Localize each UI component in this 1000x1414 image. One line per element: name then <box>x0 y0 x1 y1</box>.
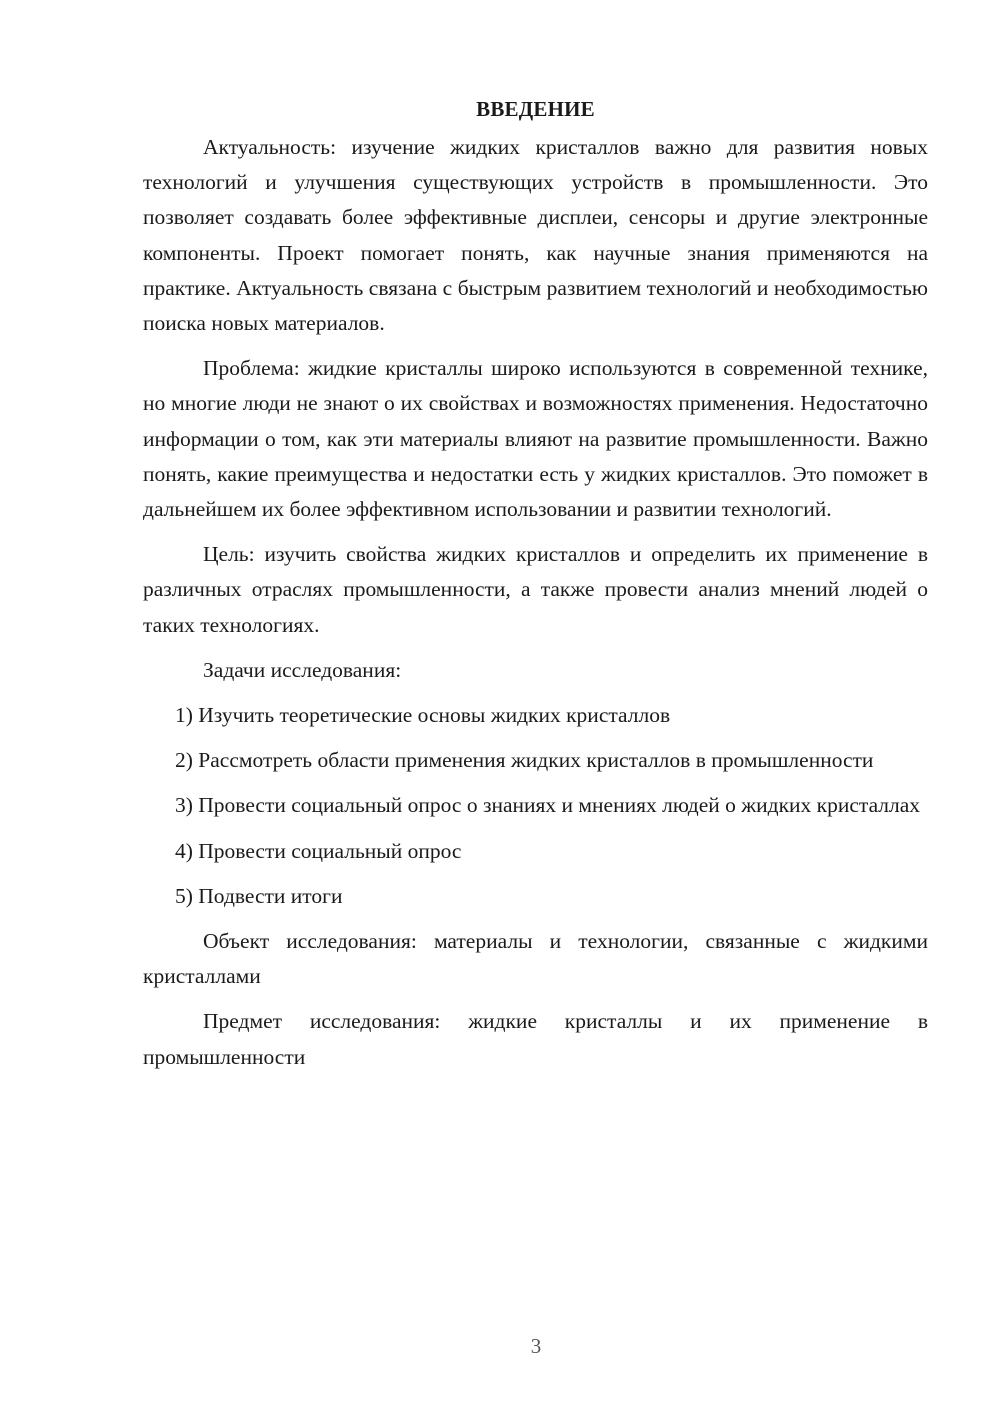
document-page <box>143 92 928 1075</box>
object-paragraph: Объект исследования: материалы и технологии, связанные с жидкими кристаллами <box>143 929 928 989</box>
task-item: 2) Рассмотреть области применения жидких кристаллов в промышленности <box>175 748 874 773</box>
tasks-heading: Задачи исследования: <box>203 657 402 682</box>
task-item: 4) Провести социальный опрос <box>175 838 462 863</box>
task-item: 1) Изучить теоретические основы жидких кристаллов <box>175 703 671 728</box>
page-title: ВВЕДЕНИЕ <box>476 97 595 121</box>
relevance-paragraph: Актуальность: изучение жидких кристаллов важно для развития новых технологий и улучшения существующих устройств в промышленности. Это позволяет создавать более эффективные дисплеи, сенсоры и другие электронные компоненты. Проект помогает понять, как научные знания применяются на практике. Актуальность связана с быстрым развитием технологий и необходимостью поиска новых материалов. <box>143 135 928 336</box>
subject-paragraph: Предмет исследования: жидкие кристаллы и их применение в промышленности <box>143 1009 928 1069</box>
goal-paragraph: Цель: изучить свойства жидких кристаллов и определить их применение в различных отраслях промышленности, а также провести анализ мнений людей о таких технологиях. <box>143 542 928 637</box>
task-item: 3) Провести социальный опрос о знаниях и мнениях людей о жидких кристаллах <box>175 793 921 818</box>
page-number: 3 <box>530 1334 542 1358</box>
problem-paragraph: Проблема: жидкие кристаллы широко используются в современной технике, но многие люди не знают о их свойствах и возможностях применения. Недостаточно информации о том, как эти материалы влияют на развитие промышленности. Важно понять, какие преимущества и недостатки есть у жидких кристаллов. Это поможет в дальнейшем их более эффективном использовании и развитии технологий. <box>143 356 928 522</box>
task-item: 5) Подвести итоги <box>175 883 343 908</box>
